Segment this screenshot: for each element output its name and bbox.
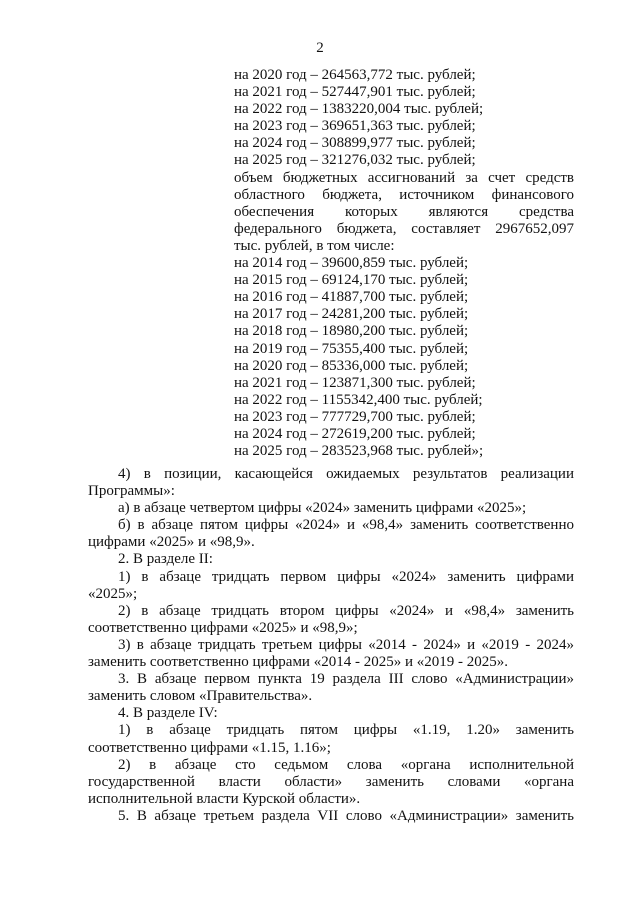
paragraph-line: «2025»; — [88, 585, 138, 602]
paragraph-line: государственной власти области» заменить словами «органа — [88, 773, 574, 790]
year-line: на 2017 год – 24281,200 тыс. рублей; — [234, 306, 469, 323]
federal-para-line: областного бюджета, источником финансового — [234, 186, 574, 203]
paragraph-line: соответственно цифрами «2025» и «98,9»; — [88, 619, 358, 636]
federal-para-line: объем бюджетных ассигнований за счет средств — [234, 169, 574, 186]
year-line: на 2014 год – 39600,859 тыс. рублей; — [234, 255, 469, 272]
paragraph-line: соответственно цифрами «1.15, 1.16»; — [88, 739, 331, 756]
federal-para-line: федерального бюджета, составляет 2967652,097 — [234, 220, 574, 237]
section-heading: 4. В разделе IV: — [118, 705, 218, 722]
section-heading: 2. В разделе II: — [118, 551, 213, 568]
year-line: на 2020 год – 264563,772 тыс. рублей; — [234, 67, 476, 83]
paragraph-line: заменить соответственно цифрами «2014 - 2025» и «2019 - 2025». — [88, 654, 508, 671]
year-line: на 2025 год – 283523,968 тыс. рублей»; — [234, 443, 484, 460]
federal-para-line: обеспечения которых являются средства — [234, 203, 574, 220]
paragraph-line: исполнительной власти Курской области». — [88, 790, 361, 807]
year-line: на 2024 год – 272619,200 тыс. рублей; — [234, 425, 476, 442]
paragraph-line: 4) в позиции, касающейся ожидаемых результатов реализации — [118, 466, 574, 482]
year-line: на 2021 год – 123871,300 тыс. рублей; — [234, 374, 476, 391]
paragraph-line: а) в абзаце четвертом цифры «2024» заменить цифрами «2025»; — [118, 500, 527, 517]
paragraph-line: цифрами «2025» и «98,9». — [88, 534, 255, 551]
year-line: на 2020 год – 85336,000 тыс. рублей; — [234, 357, 469, 374]
year-line: на 2024 год – 308899,977 тыс. рублей; — [234, 135, 476, 152]
year-line: на 2015 год – 69124,170 тыс. рублей; — [234, 272, 469, 289]
paragraph-line: 3. В абзаце первом пункта 19 раздела III слово «Администрации» — [118, 671, 574, 688]
paragraph-line: 1) в абзаце тридцать пятом цифры «1.19, 1.20» заменить — [118, 722, 574, 739]
year-line: на 2025 год – 321276,032 тыс. рублей; — [234, 152, 476, 169]
paragraph-line: 3) в абзаце тридцать третьем цифры «2014 - 2024» и «2019 - 2024» — [118, 636, 574, 653]
paragraph-line: 1) в абзаце тридцать первом цифры «2024» заменить цифрами — [118, 568, 574, 585]
year-line: на 2019 год – 75355,400 тыс. рублей; — [234, 340, 469, 357]
year-line: на 2022 год – 1383220,004 тыс. рублей; — [234, 101, 484, 118]
year-line: на 2023 год – 369651,363 тыс. рублей; — [234, 118, 476, 135]
paragraph-line: Программы»: — [88, 483, 175, 500]
year-line: на 2016 год – 41887,700 тыс. рублей; — [234, 289, 469, 306]
paragraph-line: б) в абзаце пятом цифры «2024» и «98,4» заменить соответственно — [118, 517, 574, 534]
year-line: на 2022 год – 1155342,400 тыс. рублей; — [234, 391, 483, 408]
funding-column — [234, 67, 574, 460]
year-line: на 2021 год – 527447,901 тыс. рублей; — [234, 84, 476, 101]
amendments-body — [88, 466, 574, 825]
paragraph-line: 2) в абзаце тридцать втором цифры «2024» и «98,4» заменить — [118, 602, 574, 619]
federal-para-line: тыс. рублей, в том числе: — [234, 237, 395, 254]
paragraph-line: заменить словом «Правительства». — [88, 688, 313, 705]
paragraph-line: 2) в абзаце сто седьмом слова «органа исполнительной — [118, 756, 574, 773]
page-number: 2 — [316, 40, 324, 56]
paragraph-line: 5. В абзаце третьем раздела VII слово «Администрации» заменить — [118, 807, 574, 824]
year-line: на 2023 год – 777729,700 тыс. рублей; — [234, 408, 476, 425]
year-line: на 2018 год – 18980,200 тыс. рублей; — [234, 323, 469, 340]
